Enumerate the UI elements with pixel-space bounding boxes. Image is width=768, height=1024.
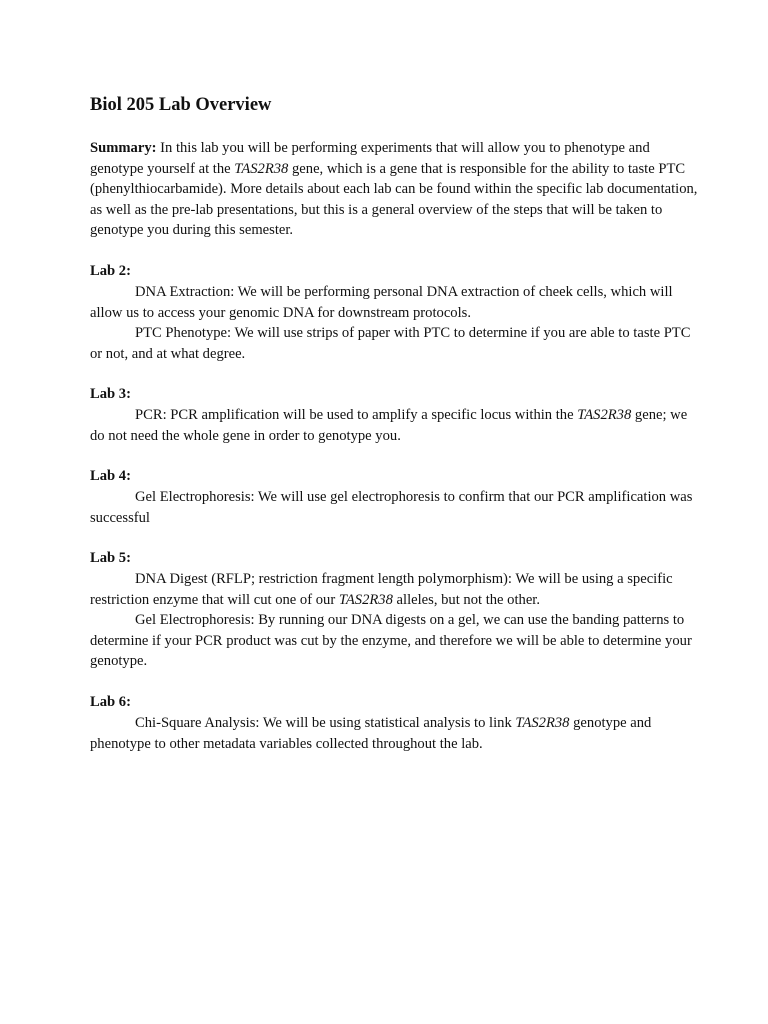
summary-text-part-2: gene, which is a gene that is responsible for the ability to taste PTC (phenylthiocarbamide). More details about each lab can be found within the specific lab documentation, as well as the pre-lab presentations, but this is a general overview of the steps that will be taken to genotype you during this semester. bbox=[90, 160, 698, 239]
lab-4-heading: Lab 4: bbox=[90, 468, 131, 484]
lab-3-pcr-text-part-2: gene; we do not need the whole gene in order to genotype you. bbox=[90, 407, 688, 444]
lab-2-ptc-phenotype: PTC Phenotype: We will use strips of paper with PTC to determine if you are able to taste PTC or not, and at what degree. bbox=[90, 325, 691, 362]
lab-6-gene-name: TAS2R38 bbox=[515, 715, 570, 731]
lab-5-gene-name: TAS2R38 bbox=[338, 591, 393, 608]
lab-5-dna-digest bbox=[90, 569, 698, 610]
lab-3-gene-name: TAS2R38 bbox=[577, 407, 632, 423]
document-title: Biol 205 Lab Overview bbox=[90, 95, 272, 115]
lab-5-digest-text-part-2: alleles, but not the other. bbox=[392, 591, 541, 608]
lab-5-gel-electrophoresis: Gel Electrophoresis: By running our DNA digests on a gel, we can use the banding patterns to determine if your PCR product was cut by the enzyme, and therefore we will be able to determine your genotype. bbox=[90, 612, 692, 670]
summary-paragraph bbox=[90, 138, 698, 241]
lab-5-digest-text-part-1: DNA Digest (RFLP; restriction fragment length polymorphism): We will be using a specific restriction enzyme that will cut one of our bbox=[90, 571, 673, 608]
lab-3-heading: Lab 3: bbox=[90, 386, 131, 402]
lab-2-heading: Lab 2: bbox=[90, 263, 131, 279]
summary-gene-name: TAS2R38 bbox=[234, 160, 289, 177]
summary-label: Summary: bbox=[90, 140, 157, 156]
lab-4-gel-electrophoresis: Gel Electrophoresis: We will use gel electrophoresis to confirm that our PCR amplification was successful bbox=[90, 489, 693, 526]
lab-6-text-part-1: Chi-Square Analysis: We will be using statistical analysis to link bbox=[135, 715, 516, 731]
summary-text-part-1: In this lab you will be performing experiments that will allow you to phenotype and genotype yourself at the bbox=[90, 140, 650, 177]
lab-3-pcr-text-part-1: PCR: PCR amplification will be used to amplify a specific locus within the bbox=[135, 407, 578, 423]
lab-3-pcr bbox=[90, 405, 698, 446]
lab-5-heading: Lab 5: bbox=[90, 550, 131, 566]
lab-2-dna-extraction: DNA Extraction: We will be performing personal DNA extraction of cheek cells, which will allow us to access your genomic DNA for downstream protocols. bbox=[90, 284, 673, 321]
lab-6-chi-square-analysis bbox=[90, 713, 698, 754]
lab-6-heading: Lab 6: bbox=[90, 694, 131, 710]
lab-6-text-part-2: genotype and phenotype to other metadata variables collected throughout the lab. bbox=[90, 715, 652, 752]
